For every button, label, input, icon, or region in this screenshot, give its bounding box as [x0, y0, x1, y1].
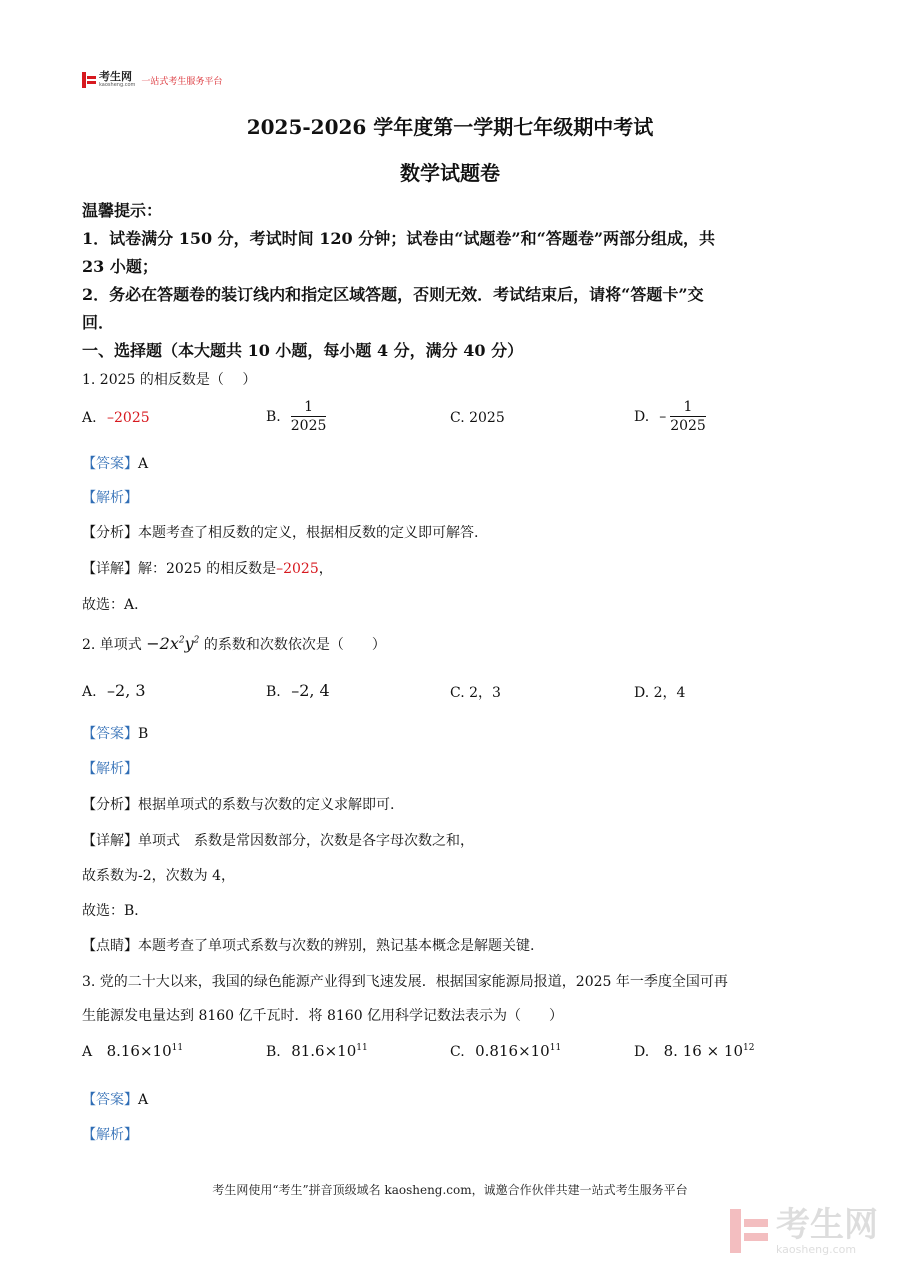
q3-option-d [634, 1042, 754, 1060]
logo-name: 考生网 [99, 70, 132, 83]
xiangjie-end: ， [318, 561, 333, 577]
fenxi-text: 根据单项式的系数与次数的定义求解即可. [138, 797, 395, 813]
denominator: 2025 [290, 418, 327, 434]
option-label: C. [450, 1044, 465, 1060]
mantissa: 8. 16 × 10 [663, 1042, 743, 1060]
option-label: D. [634, 408, 650, 425]
xiangjie-text: 解：2025 的相反数是 [138, 561, 277, 577]
minus-sign: – [659, 408, 667, 425]
stem-text: 2. 单项式 [82, 637, 142, 653]
exponent: 2 [193, 635, 200, 646]
option-value: –2, 4 [291, 681, 330, 700]
option-label: D. [634, 1044, 650, 1060]
q3-stem-line-2: 生能源发电量达到 8160 亿千瓦时．将 8160 亿用科学记数法表示为（ ） [82, 1008, 564, 1024]
q2-option-b [266, 681, 330, 700]
header-logo [82, 72, 222, 88]
mantissa: 81.6×10 [291, 1042, 357, 1060]
q1-option-a [82, 410, 150, 426]
xiangjie-tag: 【详解】 [82, 561, 138, 577]
page-title: 2025-2026 学年度第一学期七年级期中考试 [246, 115, 654, 139]
q2-analysis-tag: 【解析】 [82, 761, 138, 777]
option-label: A. [82, 410, 97, 426]
q1-stem: 1. 2025 的相反数是（ ） [82, 372, 257, 388]
watermark-domain: kaosheng.com [776, 1243, 857, 1256]
xiangjie-text: 单项式 系数是常因数部分，次数是各字母次数之和， [138, 833, 474, 849]
option-label: B. [266, 1044, 281, 1060]
q2-dianjing [82, 935, 534, 955]
q3-option-c [450, 1042, 561, 1060]
q2-fenxi [82, 794, 394, 814]
fraction [291, 398, 327, 435]
q1-option-b [266, 398, 326, 435]
q2-stem [82, 634, 386, 654]
option-label: B. [266, 408, 281, 425]
option-value [107, 1042, 184, 1060]
q3-analysis-tag: 【解析】 [82, 1127, 138, 1143]
stem-text: 的系数和次数依次是（ ） [203, 637, 386, 653]
fenxi-text: 本题考查了相反数的定义，根据相反数的定义即可解答. [138, 525, 479, 541]
header-slogan: 一站式考生服务平台 [141, 76, 223, 87]
option-label: B. [266, 684, 281, 700]
monomial-expression [146, 634, 199, 653]
dianjing-text: 本题考查了单项式系数与次数的辨别，熟记基本概念是解题关键. [138, 938, 535, 954]
fenxi-tag: 【分析】 [82, 525, 138, 541]
numerator: 1 [304, 399, 314, 415]
exponent: 11 [549, 1043, 562, 1053]
fenxi-tag: 【分析】 [82, 797, 138, 813]
q1-xiangjie [82, 558, 333, 578]
q2-xiangjie [82, 830, 474, 850]
q1-choose: 故选：A． [82, 597, 149, 613]
q2-option-a [82, 681, 146, 700]
kaosheng-logo-icon [82, 72, 96, 88]
page-subtitle: 数学试题卷 [400, 161, 500, 185]
q2-line2: 故系数为-2，次数为 4， [82, 868, 235, 884]
q1-option-c: C. 2025 [450, 410, 505, 426]
q3-stem-line-1: 3. 党的二十大以来，我国的绿色能源产业得到飞速发展．根据国家能源局报道，2025 年一季度全国可再 [82, 974, 728, 990]
tips-line-1-cont: 23 小题； [82, 257, 158, 276]
tips-heading: 温馨提示： [82, 201, 163, 220]
watermark-logo [730, 1206, 878, 1256]
watermark-name: 考生网 [776, 1205, 878, 1245]
q1-option-d [634, 398, 706, 435]
answer-tag: 【答案】 [82, 1092, 138, 1108]
answer-value: A [138, 456, 149, 472]
option-value [664, 1042, 755, 1060]
answer-value: B [138, 726, 149, 742]
mantissa: 8.16×10 [106, 1042, 172, 1060]
answer-tag: 【答案】 [82, 726, 138, 742]
dianjing-tag: 【点睛】 [82, 938, 138, 954]
option-value [475, 1042, 561, 1060]
xiangjie-tag: 【详解】 [82, 833, 138, 849]
denominator: 2025 [670, 418, 706, 434]
expr-y: y [184, 634, 194, 653]
q3-option-a [82, 1042, 183, 1060]
option-value: –2025 [107, 410, 150, 426]
page-footer: 考生网使用“考生”拼音顶级域名 kaosheng.com，诚邀合作伙伴共建一站式考生服务平台 [212, 1183, 688, 1197]
mantissa: 0.816×10 [475, 1042, 550, 1060]
xiangjie-value: –2025 [276, 561, 319, 577]
fraction [670, 398, 706, 435]
q3-answer [82, 1089, 148, 1109]
q2-answer [82, 723, 148, 743]
exponent: 2 [178, 635, 185, 646]
logo-domain: kaosheng.com [99, 82, 136, 88]
q3-option-b [266, 1042, 368, 1060]
q2-choose: 故选：B． [82, 903, 149, 919]
answer-tag: 【答案】 [82, 456, 138, 472]
option-label: A [82, 1044, 93, 1060]
expr-coeff-x: −2x [146, 634, 179, 653]
answer-value: A [138, 1092, 149, 1108]
tips-line-2: 2．务必在答题卷的装订线内和指定区域答题，否则无效．考试结束后，请将“答题卡”交 [82, 285, 704, 304]
exponent: 12 [743, 1043, 755, 1053]
q2-option-c: C. 2，3 [450, 685, 501, 701]
exponent: 11 [356, 1043, 368, 1053]
option-value [291, 1042, 368, 1060]
exponent: 11 [171, 1043, 184, 1053]
kaosheng-watermark-icon [730, 1209, 768, 1253]
section-heading: 一、选择题（本大题共 10 小题，每小题 4 分，满分 40 分） [82, 341, 524, 360]
q2-option-d: D. 2，4 [634, 685, 686, 701]
q1-analysis-tag: 【解析】 [82, 490, 138, 506]
tips-line-1: 1．试卷满分 150 分，考试时间 120 分钟；试卷由“试题卷”和“答题卷”两部分组成，共 [82, 229, 716, 248]
option-value: –2, 3 [107, 681, 146, 700]
q1-fenxi [82, 522, 478, 542]
option-label: A. [82, 684, 97, 700]
numerator: 1 [683, 399, 693, 415]
q1-answer [82, 453, 148, 473]
tips-line-2-cont: 回． [82, 313, 115, 332]
